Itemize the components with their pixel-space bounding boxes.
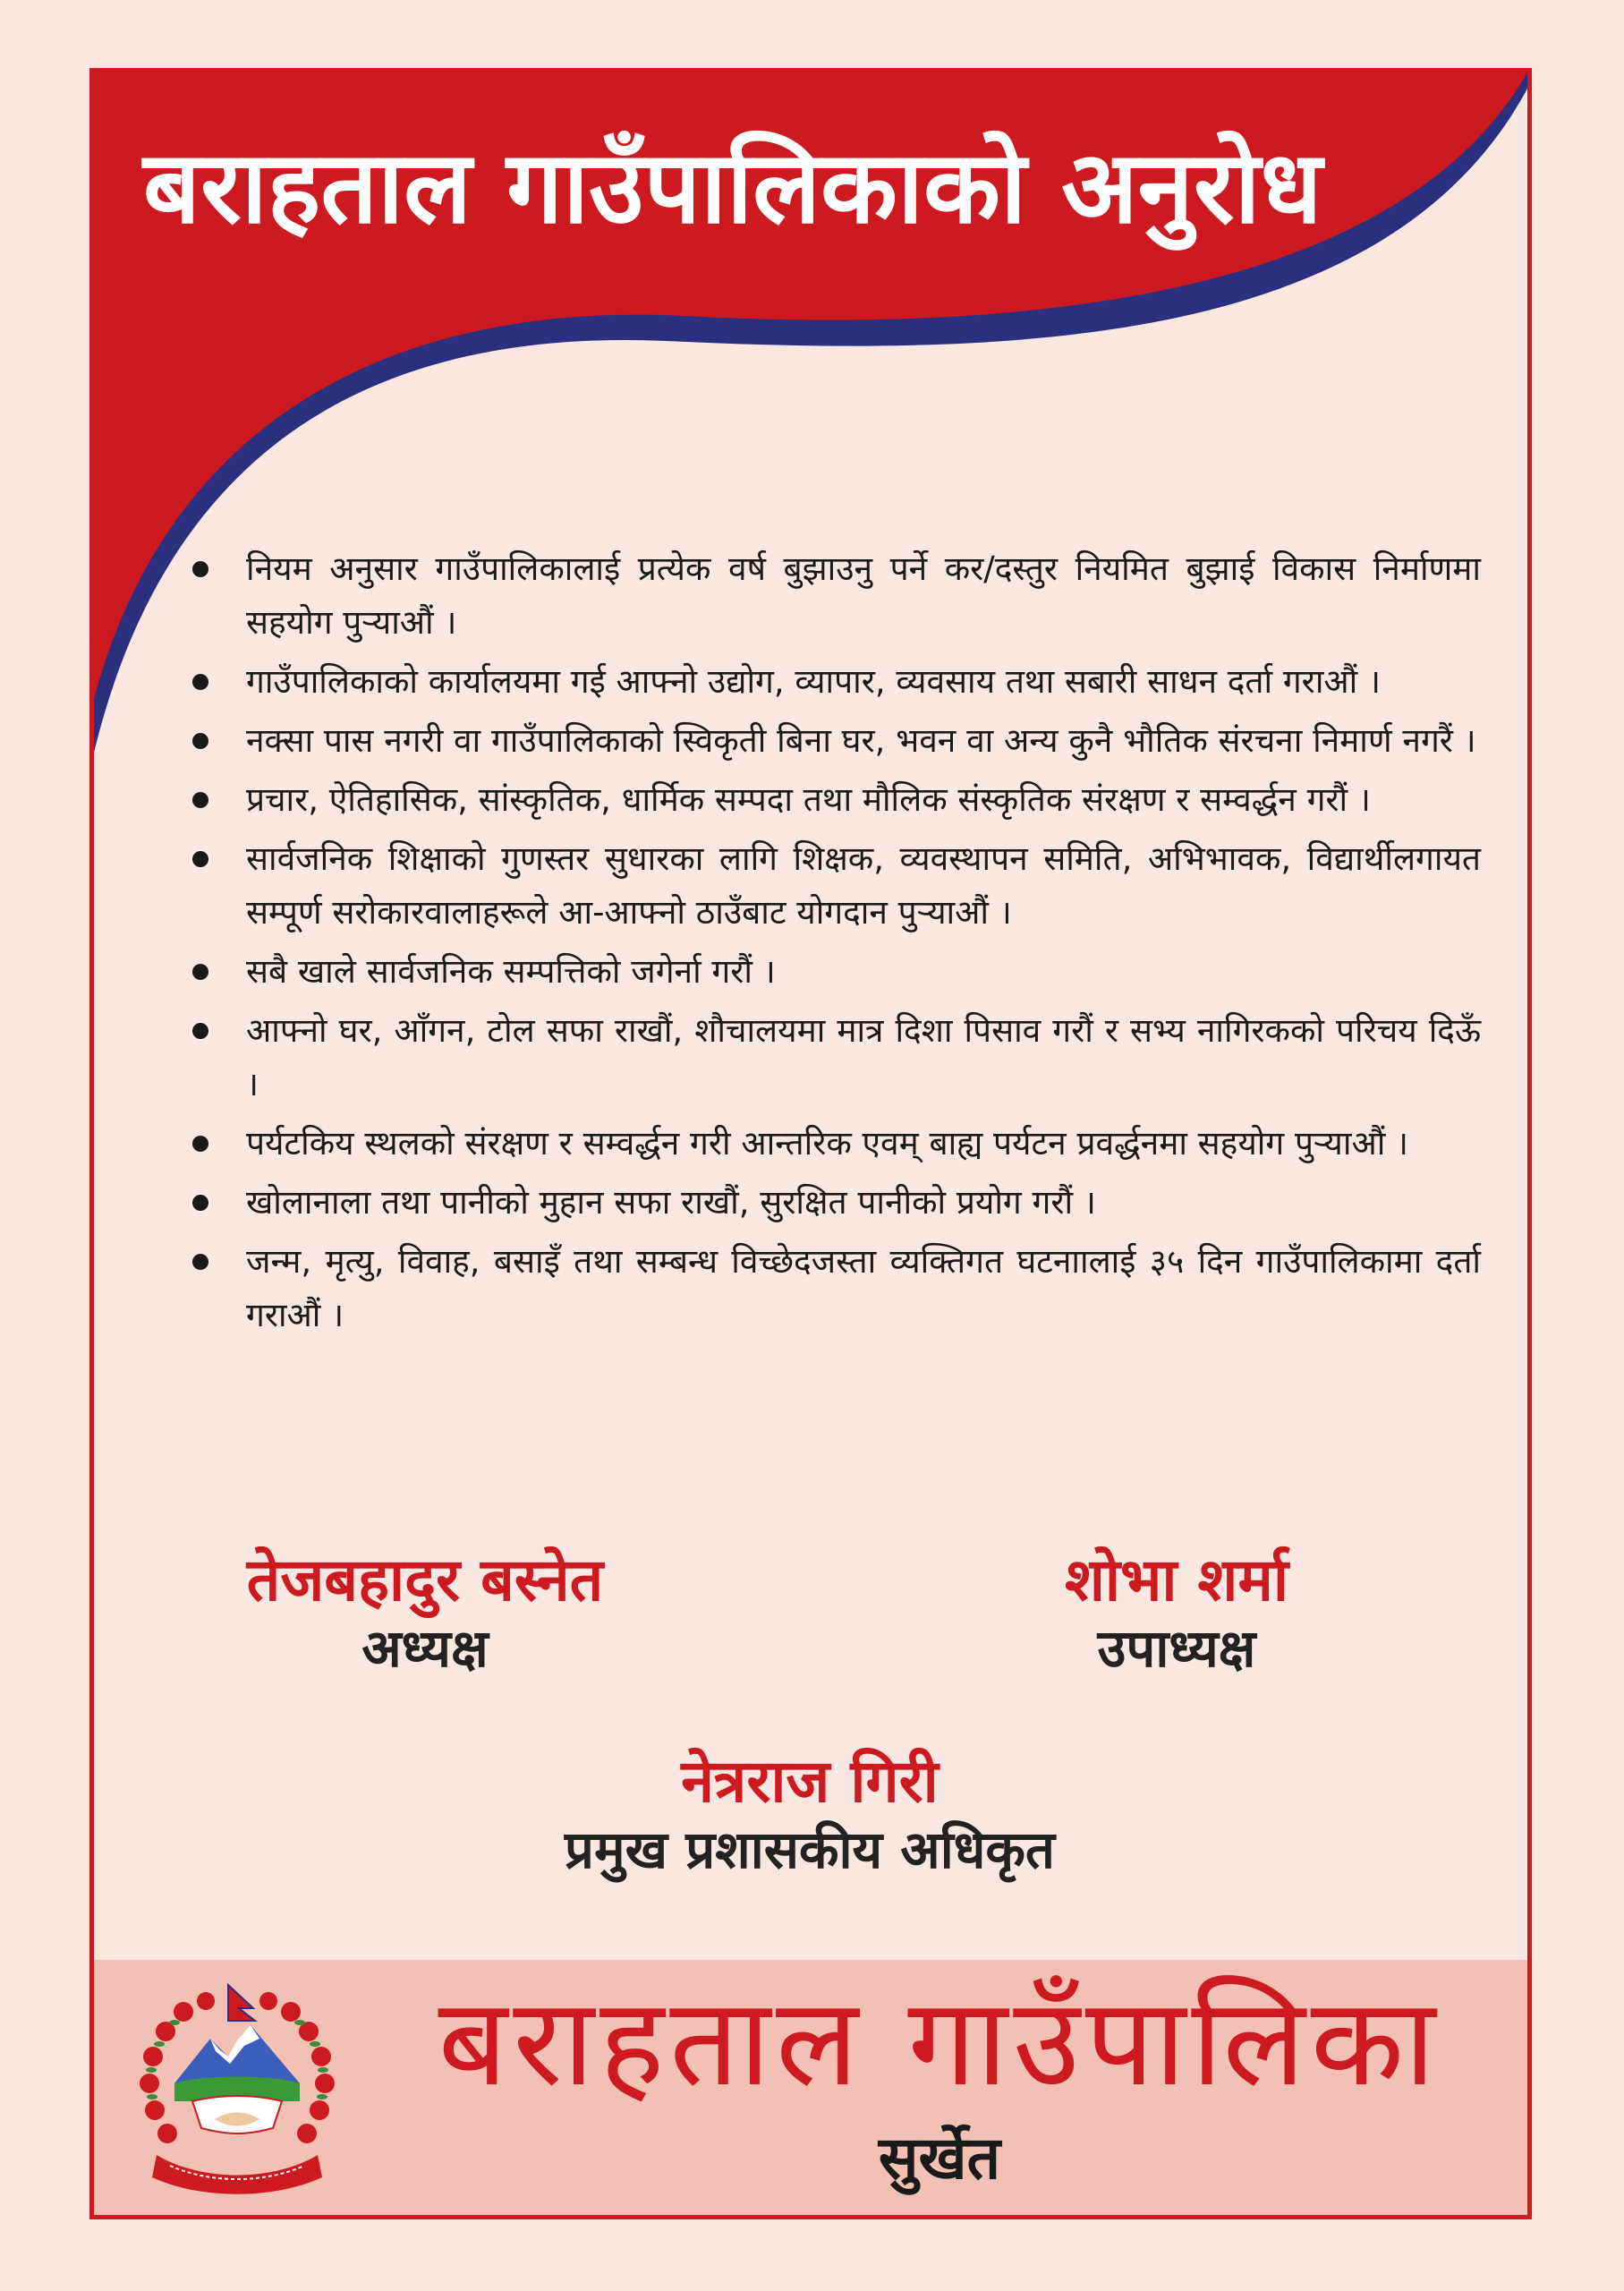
list-item: आफ्नो घर, आँगन, टोल सफा राखौं, शौचालयमा मात्र दिशा पिसाव गरौं र सभ्य नागिरकको परिचय दिऊँ । <box>192 1004 1481 1111</box>
bullet-icon <box>192 561 208 577</box>
page-title: बराहताल गाउँपालिकाको अनुरोध <box>143 130 1322 246</box>
list-item: जन्म, मृत्यु, विवाह, बसाइँ तथा सम्बन्ध विच्छेदजस्ता व्यक्तिगत घटनाालाई ३५ दिन गाउँपालिकामा दर्ता गराऔं । <box>192 1235 1481 1342</box>
bullet-icon <box>192 733 208 749</box>
signatory-cao <box>362 1746 1257 1885</box>
list-item: सबै खाले सार्वजनिक सम्पत्तिको जगेर्ना गरौं । <box>192 945 1481 999</box>
vice-chair-name: शोभा शर्मा <box>1065 1546 1288 1614</box>
bullet-icon <box>192 674 208 690</box>
footer-banner <box>94 1960 1527 2215</box>
chair-name: तेजबहादुर बस्नेत <box>246 1546 604 1614</box>
bullet-icon <box>192 1195 208 1211</box>
cao-role: प्रमुख प्रशासकीय अधिकृत <box>564 1819 1055 1881</box>
cao-name: नेत्रराज गिरी <box>681 1747 939 1816</box>
bullet-icon <box>192 964 208 980</box>
vice-chair-role: उपाध्यक्ष <box>1097 1618 1256 1680</box>
signatory-chair <box>121 1545 729 1683</box>
bullet-icon <box>192 1254 208 1270</box>
list-item: पर्यटकिय स्थलको संरक्षण र सम्वर्द्धन गरी आन्तरिक एवम् बाह्य पर्यटन प्रवर्द्धनमा सहयोग पुऱ्याऔं । <box>192 1117 1481 1171</box>
bullet-icon <box>192 1023 208 1039</box>
poster-frame <box>89 68 1532 2219</box>
list-item: खोलानाला तथा पानीको मुहान सफा राखौं, सुरक्षित पानीको प्रयोग गरौं । <box>192 1176 1481 1230</box>
list-item: गाउँपालिकाको कार्यालयमा गई आफ्नो उद्योग, व्यापार, व्यवसाय तथा सबारी साधन दर्ता गराऔं । <box>192 655 1481 709</box>
list-item: सार्वजनिक शिक्षाको गुणस्तर सुधारका लागि शिक्षक, व्यवस्थापन समिति, अभिभावक, विद्यार्थीलगायत सम्पूर्ण सरोकारवालाहरूले आ-आफ्नो ठाउँबाट योगदान पुऱ्याऔं । <box>192 832 1481 940</box>
chair-role: अध्यक्ष <box>361 1618 489 1680</box>
signatory-vice-chair <box>899 1545 1454 1683</box>
bullet-icon <box>192 1136 208 1152</box>
nepal-government-emblem-icon <box>130 1976 344 2200</box>
list-item: नक्सा पास नगरी वा गाउँपालिकाको स्विकृती बिना घर, भवन वा अन्य कुनै भौतिक संरचना निमार्ण नगरैं । <box>192 714 1481 768</box>
request-list <box>192 542 1481 1348</box>
list-item: नियम अनुसार गाउँपालिकालाई प्रत्येक वर्ष बुझाउनु पर्ने कर/दस्तुर नियमित बुझाई विकास निर्माणमा सहयोग पुऱ्याऔं । <box>192 542 1481 650</box>
footer-subtitle: सुर्खेत <box>878 2124 1001 2193</box>
list-item: प्रचार, ऐतिहासिक, सांस्कृतिक, धार्मिक सम्पदा तथा मौलिक संस्कृतिक संरक्षण र सम्वर्द्धन गरौं । <box>192 773 1481 827</box>
bullet-icon <box>192 851 208 867</box>
footer-title: बराहताल गाउँपालिका <box>438 1972 1441 2114</box>
bullet-icon <box>192 792 208 808</box>
